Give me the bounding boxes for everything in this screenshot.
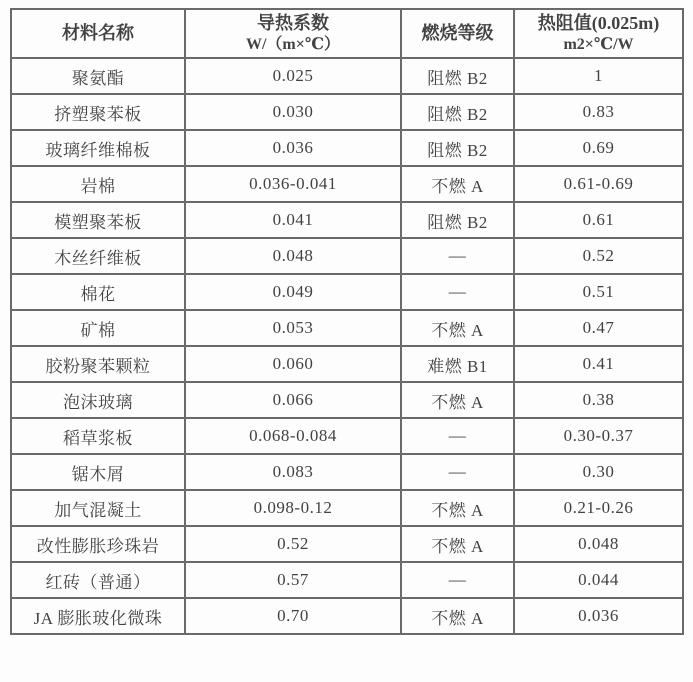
table-row bbox=[11, 238, 683, 274]
conductivity-cell: 0.030 bbox=[185, 94, 401, 130]
fire-rating-cell: 不燃 A bbox=[401, 382, 514, 418]
material-name-cell: 锯木屑 bbox=[11, 454, 185, 490]
conductivity-cell: 0.025 bbox=[185, 58, 401, 94]
material-name-cell: 挤塑聚苯板 bbox=[11, 94, 185, 130]
conductivity-cell: 0.52 bbox=[185, 526, 401, 562]
material-name-cell: 红砖（普通） bbox=[11, 562, 185, 598]
table-row bbox=[11, 490, 683, 526]
table-row bbox=[11, 526, 683, 562]
table-row bbox=[11, 346, 683, 382]
conductivity-cell: 0.098-0.12 bbox=[185, 490, 401, 526]
conductivity-cell: 0.036-0.041 bbox=[185, 166, 401, 202]
header-label: 燃烧等级 bbox=[421, 23, 494, 44]
material-name-cell: 木丝纤维板 bbox=[11, 238, 185, 274]
table-row bbox=[11, 166, 683, 202]
thermal-resistance-cell: 0.30-0.37 bbox=[514, 418, 683, 454]
material-name-cell: 泡沫玻璃 bbox=[11, 382, 185, 418]
materials-table-container bbox=[10, 8, 684, 635]
fire-rating-cell: — bbox=[401, 238, 514, 274]
table-header-row bbox=[11, 9, 683, 58]
fire-rating-cell: 阻燃 B2 bbox=[401, 94, 514, 130]
fire-rating-cell: 不燃 A bbox=[401, 166, 514, 202]
thermal-resistance-cell: 0.47 bbox=[514, 310, 683, 346]
fire-rating-cell: 阻燃 B2 bbox=[401, 202, 514, 238]
fire-rating-cell: 难燃 B1 bbox=[401, 346, 514, 382]
table-row bbox=[11, 598, 683, 634]
table-row bbox=[11, 130, 683, 166]
thermal-resistance-cell: 0.044 bbox=[514, 562, 683, 598]
conductivity-cell: 0.053 bbox=[185, 310, 401, 346]
column-header-fire-rating bbox=[401, 9, 514, 58]
thermal-resistance-cell: 0.41 bbox=[514, 346, 683, 382]
thermal-resistance-cell: 0.036 bbox=[514, 598, 683, 634]
header-label: 热阻值(0.025m) bbox=[537, 12, 660, 33]
column-header-conductivity bbox=[185, 9, 401, 58]
fire-rating-cell: 不燃 A bbox=[401, 598, 514, 634]
header-label: 导热系数 bbox=[257, 12, 329, 33]
header-unit-label: m2×℃/W bbox=[563, 36, 634, 54]
conductivity-cell: 0.049 bbox=[185, 274, 401, 310]
table-row bbox=[11, 94, 683, 130]
fire-rating-cell: — bbox=[401, 274, 514, 310]
table-row bbox=[11, 202, 683, 238]
column-header-thermal-resistance bbox=[514, 9, 683, 58]
conductivity-cell: 0.068-0.084 bbox=[185, 418, 401, 454]
thermal-resistance-cell: 0.83 bbox=[514, 94, 683, 130]
fire-rating-cell: — bbox=[401, 418, 514, 454]
table-row bbox=[11, 454, 683, 490]
thermal-resistance-cell: 0.61 bbox=[514, 202, 683, 238]
conductivity-cell: 0.066 bbox=[185, 382, 401, 418]
conductivity-cell: 0.083 bbox=[185, 454, 401, 490]
thermal-resistance-cell: 0.38 bbox=[514, 382, 683, 418]
conductivity-cell: 0.041 bbox=[185, 202, 401, 238]
material-name-cell: JA 膨胀玻化微珠 bbox=[11, 598, 185, 634]
column-header-material-name bbox=[11, 9, 185, 58]
material-name-cell: 改性膨胀珍珠岩 bbox=[11, 526, 185, 562]
material-name-cell: 加气混凝土 bbox=[11, 490, 185, 526]
material-name-cell: 模塑聚苯板 bbox=[11, 202, 185, 238]
fire-rating-cell: 不燃 A bbox=[401, 310, 514, 346]
thermal-resistance-cell: 0.048 bbox=[514, 526, 683, 562]
fire-rating-cell: — bbox=[401, 562, 514, 598]
conductivity-cell: 0.036 bbox=[185, 130, 401, 166]
header-unit-label: W/（m×℃） bbox=[245, 36, 341, 54]
thermal-resistance-cell: 0.51 bbox=[514, 274, 683, 310]
material-name-cell: 胶粉聚苯颗粒 bbox=[11, 346, 185, 382]
fire-rating-cell: — bbox=[401, 454, 514, 490]
table-row bbox=[11, 382, 683, 418]
thermal-resistance-cell: 0.30 bbox=[514, 454, 683, 490]
table-row bbox=[11, 58, 683, 94]
material-name-cell: 稻草浆板 bbox=[11, 418, 185, 454]
conductivity-cell: 0.57 bbox=[185, 562, 401, 598]
fire-rating-cell: 阻燃 B2 bbox=[401, 130, 514, 166]
conductivity-cell: 0.70 bbox=[185, 598, 401, 634]
fire-rating-cell: 阻燃 B2 bbox=[401, 58, 514, 94]
material-name-cell: 矿棉 bbox=[11, 310, 185, 346]
thermal-resistance-cell: 0.52 bbox=[514, 238, 683, 274]
material-name-cell: 玻璃纤维棉板 bbox=[11, 130, 185, 166]
table-row bbox=[11, 562, 683, 598]
table-row bbox=[11, 418, 683, 454]
conductivity-cell: 0.060 bbox=[185, 346, 401, 382]
material-name-cell: 岩棉 bbox=[11, 166, 185, 202]
material-name-cell: 棉花 bbox=[11, 274, 185, 310]
table-row bbox=[11, 274, 683, 310]
fire-rating-cell: 不燃 A bbox=[401, 490, 514, 526]
thermal-resistance-cell: 0.69 bbox=[514, 130, 683, 166]
table-row bbox=[11, 310, 683, 346]
thermal-resistance-cell: 0.21-0.26 bbox=[514, 490, 683, 526]
thermal-resistance-cell: 0.61-0.69 bbox=[514, 166, 683, 202]
conductivity-cell: 0.048 bbox=[185, 238, 401, 274]
materials-properties-table bbox=[10, 8, 684, 635]
fire-rating-cell: 不燃 A bbox=[401, 526, 514, 562]
thermal-resistance-cell: 1 bbox=[514, 58, 683, 94]
material-name-cell: 聚氨酯 bbox=[11, 58, 185, 94]
header-label: 材料名称 bbox=[62, 23, 134, 44]
